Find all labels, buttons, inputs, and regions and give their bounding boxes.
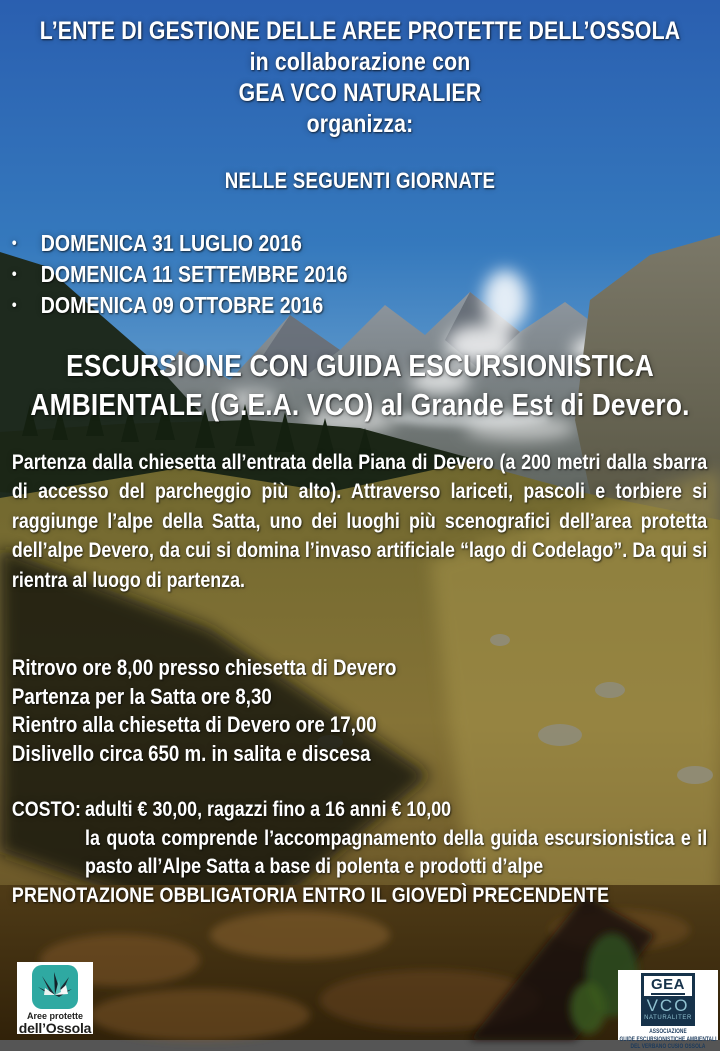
gea-logo — [618, 970, 718, 1050]
gea-association-text — [618, 1028, 719, 1051]
bullet-icon: • — [11, 235, 17, 252]
gea-logo-box — [641, 973, 695, 1026]
cost-adults: adulti € 30,00, ragazzi fino a 16 anni € 10,00 — [85, 798, 452, 821]
schedule-line: Dislivello circa 650 m. in salita e discesa — [11, 740, 371, 766]
header-line-organizer: L’ENTE DI GESTIONE DELLE AREE PROTETTE DELL’OSSOLA — [39, 17, 681, 45]
ossola-logo-text-small: Aree protette — [26, 1011, 83, 1021]
gea-tagline: NATURALITER — [644, 1015, 692, 1021]
dates-list — [0, 228, 719, 321]
ossola-logo-text-large: dell’Ossola — [18, 1020, 92, 1036]
gea-acronym: GEA — [650, 976, 685, 993]
schedule-block — [0, 654, 719, 768]
date-label: DOMENICA 31 LUGLIO 2016 — [40, 230, 302, 256]
ossola-logo — [17, 962, 93, 1034]
subheading: NELLE SEGUENTI GIORNATE — [224, 168, 496, 193]
date-label: DOMENICA 09 OTTOBRE 2016 — [40, 292, 324, 318]
booking-notice: PRENOTAZIONE OBBLIGATORIA ENTRO IL GIOVEDÌ PRECENDENTE — [11, 883, 610, 907]
header-line-partner: GEA VCO NATURALIER — [238, 79, 482, 107]
bullet-icon: • — [11, 297, 17, 314]
gea-assoc-line: GUIDE ESCURSIONISTICHE AMBIENTALI — [619, 1035, 717, 1043]
header-line-collaboration: in collaborazione con — [249, 48, 471, 76]
header-block — [0, 16, 719, 140]
schedule-line: Rientro alla chiesetta di Devero ore 17,00 — [11, 712, 377, 738]
event-title-line-2: AMBIENTALE (G.E.A. VCO) al Grande Est di Devero. — [30, 387, 690, 422]
description-paragraph: Partenza dalla chiesetta all’entrata della Piana di Devero (a 200 metri dalla sbarra di accesso del parcheggio più alto). Attraverso lariceti, pascoli e torbiere si raggiunge l’alpe della Satta, uno dei luoghi più scenografici dell’area protetta dell’alpe Devero, da cui si domina l’invaso artificiale “lago di Codelago”. Da qui si rientra al luogo di partenza. — [11, 451, 708, 592]
date-item — [12, 228, 719, 259]
event-title-line-1: ESCURSIONE CON GUIDA ESCURSIONISTICA — [66, 348, 654, 383]
cost-label: COSTO: — [11, 798, 82, 821]
schedule-line: Partenza per la Satta ore 8,30 — [11, 683, 272, 709]
plant-icon — [32, 965, 78, 1009]
gea-assoc-line: ASSOCIAZIONE — [649, 1028, 687, 1035]
schedule-line: Ritrovo ore 8,00 presso chiesetta di Devero — [11, 655, 397, 680]
date-item — [12, 259, 719, 290]
header-line-organizes: organizza: — [306, 110, 414, 138]
date-item — [12, 290, 719, 321]
bullet-icon: • — [11, 266, 17, 283]
cost-includes: la quota comprende l’accompagnamento della guida escursionistica e il pasto all’Alpe Satta a base di polenta e prodotti d’alpe — [85, 826, 708, 879]
date-label: DOMENICA 11 SETTEMBRE 2016 — [40, 261, 348, 287]
event-title — [0, 346, 719, 424]
cost-block — [0, 796, 719, 910]
gea-region: VCO — [646, 996, 690, 1015]
gea-assoc-line: DEL VERBANO CUSIO OSSOLA — [630, 1043, 706, 1050]
